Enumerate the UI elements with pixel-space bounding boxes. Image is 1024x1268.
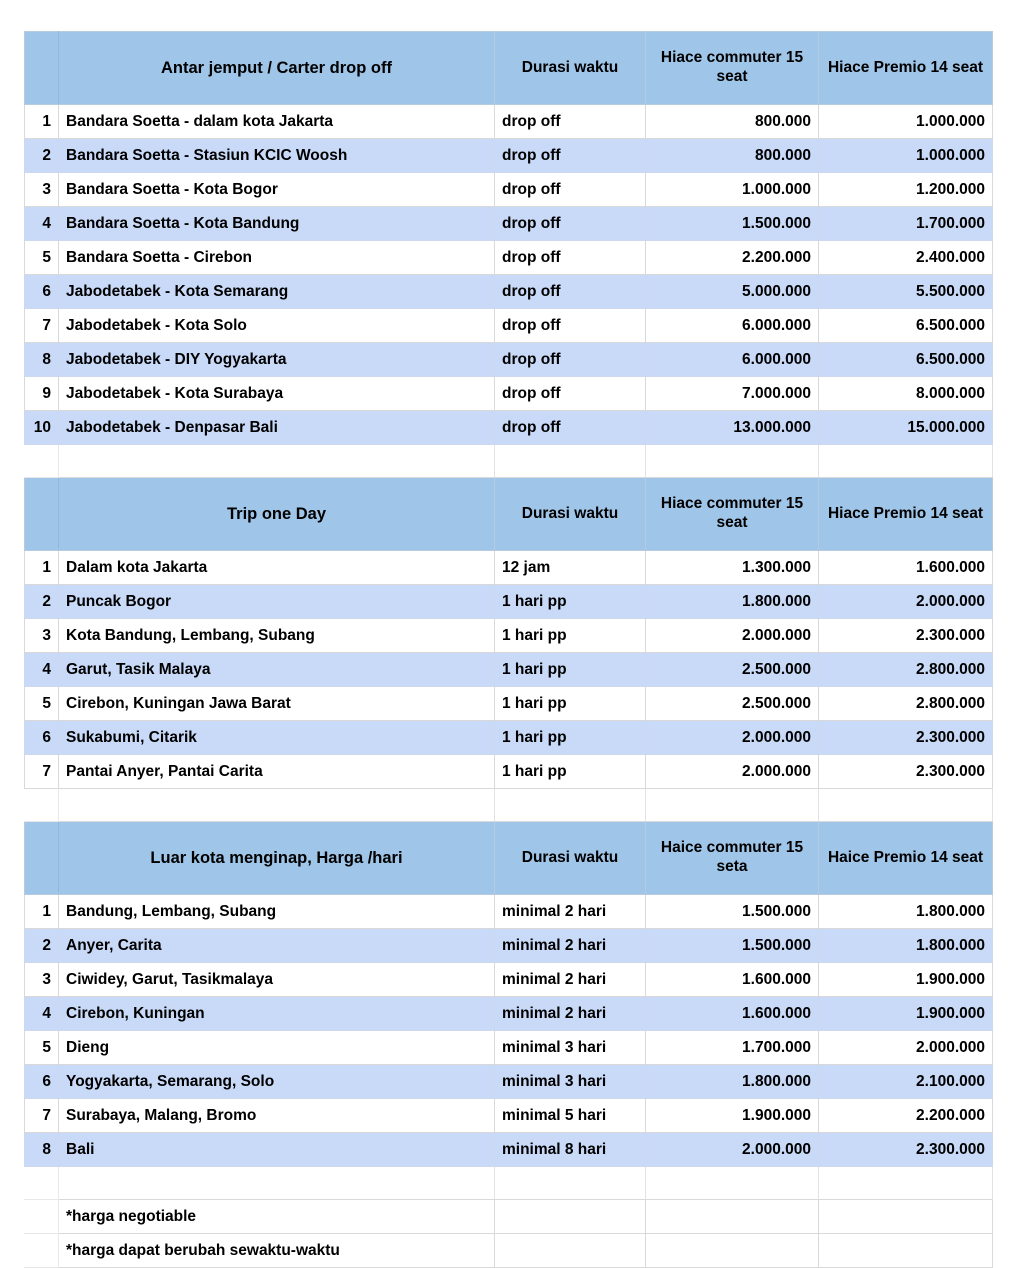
- spacer-cell: [819, 789, 993, 822]
- header-title-luar-kota-menginap: Luar kota menginap, Harga /hari: [59, 822, 495, 895]
- header-duration-luar-kota-menginap: Durasi waktu: [495, 822, 646, 895]
- row-price-commuter: 6.000.000: [646, 343, 819, 377]
- row-duration: minimal 2 hari: [495, 929, 646, 963]
- row-duration: 1 hari pp: [495, 755, 646, 789]
- spacer-cell: [819, 445, 993, 478]
- row-price-premio: 2.800.000: [819, 653, 993, 687]
- table-row[interactable]: [25, 1133, 993, 1167]
- row-duration: minimal 2 hari: [495, 997, 646, 1031]
- table-row[interactable]: [25, 963, 993, 997]
- spacer-cell: [59, 789, 495, 822]
- row-destination: Jabodetabek - Kota Solo: [59, 309, 495, 343]
- table-row[interactable]: [25, 895, 993, 929]
- row-duration: drop off: [495, 309, 646, 343]
- note-row-number: [25, 1200, 59, 1234]
- row-duration: minimal 3 hari: [495, 1031, 646, 1065]
- table-row[interactable]: [25, 1099, 993, 1133]
- note-blank-price1: [646, 1200, 819, 1234]
- row-number: 9: [25, 377, 59, 411]
- table-row[interactable]: [25, 309, 993, 343]
- row-price-premio: 1.200.000: [819, 173, 993, 207]
- table-row[interactable]: [25, 207, 993, 241]
- row-price-premio: 2.300.000: [819, 755, 993, 789]
- header-duration-antar-jemput: Durasi waktu: [495, 32, 646, 105]
- table-row[interactable]: [25, 173, 993, 207]
- row-duration: 12 jam: [495, 551, 646, 585]
- header-corner-antar-jemput: [25, 32, 59, 105]
- row-price-commuter: 1.800.000: [646, 585, 819, 619]
- spacer-cell: [495, 445, 646, 478]
- row-destination: Bandara Soetta - Cirebon: [59, 241, 495, 275]
- row-duration: drop off: [495, 139, 646, 173]
- row-duration: drop off: [495, 105, 646, 139]
- row-price-commuter: 5.000.000: [646, 275, 819, 309]
- row-destination: Jabodetabek - DIY Yogyakarta: [59, 343, 495, 377]
- table-row[interactable]: [25, 687, 993, 721]
- row-destination: Jabodetabek - Kota Surabaya: [59, 377, 495, 411]
- row-price-commuter: 2.500.000: [646, 653, 819, 687]
- table-row[interactable]: [25, 105, 993, 139]
- table-row[interactable]: [25, 619, 993, 653]
- note-row: [25, 1234, 993, 1268]
- header-price2-trip-one-day: Hiace Premio 14 seat: [819, 478, 993, 551]
- spacer-cell: [819, 1167, 993, 1200]
- row-duration: drop off: [495, 411, 646, 445]
- row-duration: 1 hari pp: [495, 619, 646, 653]
- row-number: 2: [25, 139, 59, 173]
- row-number: 1: [25, 105, 59, 139]
- row-number: 1: [25, 895, 59, 929]
- row-duration: minimal 2 hari: [495, 895, 646, 929]
- table-row[interactable]: [25, 241, 993, 275]
- row-duration: minimal 2 hari: [495, 963, 646, 997]
- table-row[interactable]: [25, 139, 993, 173]
- note-blank-price2: [819, 1234, 993, 1268]
- row-number: 6: [25, 1065, 59, 1099]
- row-price-premio: 2.800.000: [819, 687, 993, 721]
- row-price-premio: 5.500.000: [819, 275, 993, 309]
- row-duration: drop off: [495, 343, 646, 377]
- table-header-row-antar-jemput: [25, 32, 993, 105]
- row-destination: Ciwidey, Garut, Tasikmalaya: [59, 963, 495, 997]
- table-row[interactable]: [25, 551, 993, 585]
- spacer-cell: [495, 1167, 646, 1200]
- spacer-cell: [646, 445, 819, 478]
- spacer-cell: [646, 1167, 819, 1200]
- row-number: 8: [25, 343, 59, 377]
- table-row[interactable]: [25, 721, 993, 755]
- row-price-commuter: 1.600.000: [646, 997, 819, 1031]
- note-text: *harga dapat berubah sewaktu-waktu: [59, 1234, 495, 1268]
- header-title-antar-jemput: Antar jemput / Carter drop off: [59, 32, 495, 105]
- note-blank-duration: [495, 1234, 646, 1268]
- row-price-commuter: 2.500.000: [646, 687, 819, 721]
- row-price-premio: 1.900.000: [819, 963, 993, 997]
- row-price-premio: 6.500.000: [819, 343, 993, 377]
- row-number: 3: [25, 173, 59, 207]
- row-destination: Surabaya, Malang, Bromo: [59, 1099, 495, 1133]
- row-number: 7: [25, 309, 59, 343]
- row-price-commuter: 1.500.000: [646, 207, 819, 241]
- note-blank-price2: [819, 1200, 993, 1234]
- header-title-trip-one-day: Trip one Day: [59, 478, 495, 551]
- row-price-commuter: 1.700.000: [646, 1031, 819, 1065]
- table-row[interactable]: [25, 929, 993, 963]
- row-duration: drop off: [495, 207, 646, 241]
- row-duration: minimal 3 hari: [495, 1065, 646, 1099]
- table-header-row-trip-one-day: [25, 478, 993, 551]
- row-price-commuter: 7.000.000: [646, 377, 819, 411]
- row-price-commuter: 1.000.000: [646, 173, 819, 207]
- row-destination: Puncak Bogor: [59, 585, 495, 619]
- row-destination: Cirebon, Kuningan: [59, 997, 495, 1031]
- row-destination: Jabodetabek - Kota Semarang: [59, 275, 495, 309]
- note-blank-price1: [646, 1234, 819, 1268]
- row-destination: Dalam kota Jakarta: [59, 551, 495, 585]
- row-duration: minimal 5 hari: [495, 1099, 646, 1133]
- row-destination: Cirebon, Kuningan Jawa Barat: [59, 687, 495, 721]
- table-row[interactable]: [25, 343, 993, 377]
- header-corner-trip-one-day: [25, 478, 59, 551]
- row-destination: Sukabumi, Citarik: [59, 721, 495, 755]
- table-row[interactable]: [25, 1065, 993, 1099]
- row-price-premio: 2.000.000: [819, 585, 993, 619]
- row-price-premio: 1.800.000: [819, 895, 993, 929]
- row-duration: drop off: [495, 377, 646, 411]
- row-price-commuter: 1.600.000: [646, 963, 819, 997]
- row-number: 5: [25, 687, 59, 721]
- row-destination: Bandara Soetta - Kota Bandung: [59, 207, 495, 241]
- row-price-commuter: 1.300.000: [646, 551, 819, 585]
- table-row[interactable]: [25, 997, 993, 1031]
- row-price-premio: 2.000.000: [819, 1031, 993, 1065]
- spacer-cell: [25, 789, 59, 822]
- row-price-premio: 2.200.000: [819, 1099, 993, 1133]
- row-price-premio: 1.700.000: [819, 207, 993, 241]
- row-duration: 1 hari pp: [495, 585, 646, 619]
- header-price1-antar-jemput: Hiace commuter 15 seat: [646, 32, 819, 105]
- row-number: 2: [25, 585, 59, 619]
- row-destination: Dieng: [59, 1031, 495, 1065]
- row-price-premio: 1.000.000: [819, 105, 993, 139]
- row-price-commuter: 800.000: [646, 105, 819, 139]
- table-row[interactable]: [25, 377, 993, 411]
- row-number: 6: [25, 275, 59, 309]
- spacer-cell: [495, 789, 646, 822]
- spacer-row: [25, 445, 993, 478]
- row-price-commuter: 13.000.000: [646, 411, 819, 445]
- spacer-cell: [59, 1167, 495, 1200]
- table-row[interactable]: [25, 585, 993, 619]
- row-destination: Kota Bandung, Lembang, Subang: [59, 619, 495, 653]
- row-number: 3: [25, 619, 59, 653]
- note-text: *harga negotiable: [59, 1200, 495, 1234]
- row-price-commuter: 2.000.000: [646, 755, 819, 789]
- row-price-premio: 1.000.000: [819, 139, 993, 173]
- row-number: 7: [25, 1099, 59, 1133]
- row-duration: 1 hari pp: [495, 653, 646, 687]
- spacer-cell: [25, 1167, 59, 1200]
- row-duration: minimal 8 hari: [495, 1133, 646, 1167]
- header-corner-luar-kota-menginap: [25, 822, 59, 895]
- row-price-commuter: 1.500.000: [646, 895, 819, 929]
- row-destination: Pantai Anyer, Pantai Carita: [59, 755, 495, 789]
- row-duration: drop off: [495, 241, 646, 275]
- spacer-cell: [25, 445, 59, 478]
- row-number: 8: [25, 1133, 59, 1167]
- row-number: 5: [25, 1031, 59, 1065]
- table-row[interactable]: [25, 653, 993, 687]
- row-duration: 1 hari pp: [495, 687, 646, 721]
- table-row[interactable]: [25, 275, 993, 309]
- row-destination: Jabodetabek - Denpasar Bali: [59, 411, 495, 445]
- row-duration: drop off: [495, 173, 646, 207]
- header-price1-luar-kota-menginap: Haice commuter 15 seta: [646, 822, 819, 895]
- row-number: 4: [25, 207, 59, 241]
- row-number: 10: [25, 411, 59, 445]
- header-price2-antar-jemput: Hiace Premio 14 seat: [819, 32, 993, 105]
- row-price-premio: 1.600.000: [819, 551, 993, 585]
- row-price-commuter: 1.800.000: [646, 1065, 819, 1099]
- row-price-premio: 2.300.000: [819, 1133, 993, 1167]
- note-blank-duration: [495, 1200, 646, 1234]
- row-price-premio: 2.100.000: [819, 1065, 993, 1099]
- row-number: 3: [25, 963, 59, 997]
- row-price-commuter: 2.000.000: [646, 721, 819, 755]
- header-price2-luar-kota-menginap: Haice Premio 14 seat: [819, 822, 993, 895]
- row-price-premio: 1.900.000: [819, 997, 993, 1031]
- row-price-premio: 1.800.000: [819, 929, 993, 963]
- spacer-row: [25, 789, 993, 822]
- table-row[interactable]: [25, 411, 993, 445]
- row-number: 5: [25, 241, 59, 275]
- table-header-row-luar-kota-menginap: [25, 822, 993, 895]
- price-list-grid[interactable]: [24, 31, 993, 1268]
- row-destination: Bandara Soetta - dalam kota Jakarta: [59, 105, 495, 139]
- row-duration: 1 hari pp: [495, 721, 646, 755]
- row-price-premio: 8.000.000: [819, 377, 993, 411]
- row-number: 6: [25, 721, 59, 755]
- row-number: 1: [25, 551, 59, 585]
- row-destination: Bandung, Lembang, Subang: [59, 895, 495, 929]
- row-destination: Anyer, Carita: [59, 929, 495, 963]
- row-price-premio: 15.000.000: [819, 411, 993, 445]
- row-destination: Yogyakarta, Semarang, Solo: [59, 1065, 495, 1099]
- row-price-commuter: 1.900.000: [646, 1099, 819, 1133]
- row-price-commuter: 800.000: [646, 139, 819, 173]
- row-destination: Bandara Soetta - Kota Bogor: [59, 173, 495, 207]
- row-price-premio: 2.300.000: [819, 619, 993, 653]
- table-row[interactable]: [25, 1031, 993, 1065]
- row-price-commuter: 6.000.000: [646, 309, 819, 343]
- spacer-row: [25, 1167, 993, 1200]
- row-number: 4: [25, 997, 59, 1031]
- row-price-commuter: 2.000.000: [646, 1133, 819, 1167]
- header-price1-trip-one-day: Hiace commuter 15 seat: [646, 478, 819, 551]
- row-destination: Bandara Soetta - Stasiun KCIC Woosh: [59, 139, 495, 173]
- header-duration-trip-one-day: Durasi waktu: [495, 478, 646, 551]
- note-row: [25, 1200, 993, 1234]
- note-row-number: [25, 1234, 59, 1268]
- row-price-commuter: 2.200.000: [646, 241, 819, 275]
- row-destination: Bali: [59, 1133, 495, 1167]
- row-price-commuter: 1.500.000: [646, 929, 819, 963]
- row-number: 7: [25, 755, 59, 789]
- row-number: 2: [25, 929, 59, 963]
- row-number: 4: [25, 653, 59, 687]
- spacer-cell: [59, 445, 495, 478]
- spacer-cell: [646, 789, 819, 822]
- row-price-premio: 2.300.000: [819, 721, 993, 755]
- row-duration: drop off: [495, 275, 646, 309]
- row-destination: Garut, Tasik Malaya: [59, 653, 495, 687]
- row-price-premio: 2.400.000: [819, 241, 993, 275]
- row-price-commuter: 2.000.000: [646, 619, 819, 653]
- row-price-premio: 6.500.000: [819, 309, 993, 343]
- table-row[interactable]: [25, 755, 993, 789]
